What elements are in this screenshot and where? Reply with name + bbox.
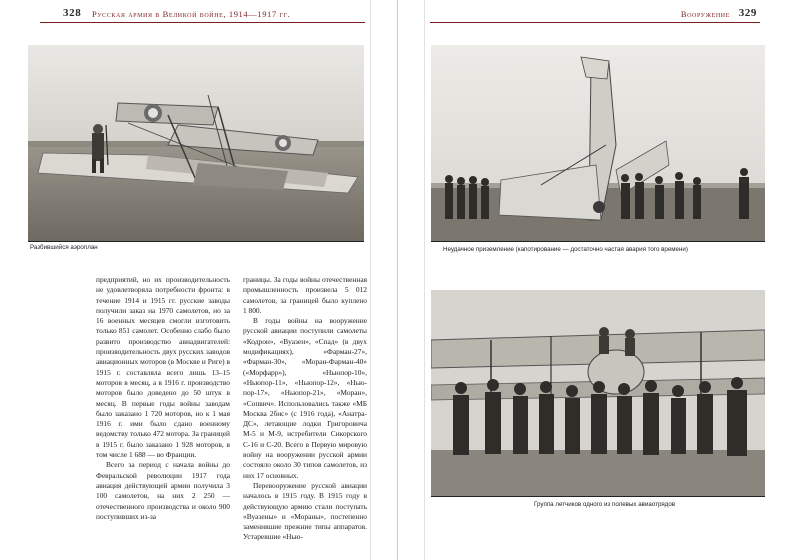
right-top-photo-caption: Неудачное приземление (капотирование — достаточно частая авария того времени): [443, 246, 688, 253]
column-2-paragraph-1: границы. За годы войны отечественная промышленность произвела 5 012 самолетов, за границей было куплено 1 800.: [243, 275, 367, 315]
right-page-edge: [424, 0, 425, 560]
column-2-paragraph-3: Перевооружение русской авиации началось в 1915 году. В 1915 году в действующую армию стали поступать «Вуазены» и «Мораны», постепенно заменившие прежние типы аппаратов. Устаревшие «Нью-: [243, 480, 367, 542]
right-bottom-photo-caption: Группа летчиков одного из полевых авиаотрядов: [534, 501, 676, 508]
left-page-edge: [370, 0, 371, 560]
nose-over-landing-photo: [431, 45, 765, 241]
column-1-paragraph-2: Всего за период с начала войны до Февральской революции 1917 года авиация действующей армии получила 3 100 самолетов, на них 2 250 — отечественного производства и около 900 поступивших из-за: [96, 460, 230, 521]
left-photo-caption: Разбившийся аэроплан: [30, 244, 98, 251]
book-gutter: [397, 0, 398, 560]
pilots-group-image: [431, 290, 765, 496]
right-page-number: 329: [736, 6, 760, 21]
left-page-column-1: [96, 275, 230, 522]
column-1-paragraph-1: предприятий, но их производительность не удовлетворяла потребности фронта: в течение 1914 и 1915 гг. русские заводы получили заказ на 1970 самолетов, но за 16 военных месяцев смогли изготовить только 851 самолет. Особенно слабо было развито производство авиадвигателей: производительность двух русских заводов авиационных моторов (в Москве и Риге) в 1915 г. составляла всего лишь 13–15 моторов в месяц, а в 1916 г. производство моторов было доведено до 50 штук в месяц. В первые годы войны заводам было заказано 1 720 моторов, но к 1 мая 1916 г. ими было сдано военному ведомству только 472 мотора. За границей в 1915 г. было заказано 1 928 моторов, в том числе 1 688 — во Франции.: [96, 275, 230, 460]
column-2-paragraph-2: В годы войны на вооружение русской авиации поступили самолеты «Кодрон», «Вуазен», «Спад» (в двух модификациях), «Фарман-27», «Фарман-30», «Моран-Фарман-40» («Морфарр»), «Ньюпор-10», «Ньюпор-11», «Ньюпор-12», «Ньюпор-17», «Ньюпор-21», «Моран», «Сопвич». Использовались также «МБ Москва 2бис» (с 1916 года), «Анатра-ДС», летающие лодки Григоровича М-5 и М-9, истребители Сикорского С-16 и С-20. Всего в Первую мировую войну на вооружении русской армии состояло около 30 типов самолетов, из них 17 основных.: [243, 316, 367, 480]
pilots-group-photo: [431, 290, 765, 496]
left-photo-caption-bar: [28, 241, 364, 242]
right-running-header: [430, 6, 760, 23]
crashed-aeroplane-photo: [28, 45, 364, 241]
left-page-column-2: [243, 275, 367, 543]
left-running-header: [40, 6, 365, 23]
right-running-title: Вооружение: [680, 9, 730, 19]
right-top-caption-bar: [431, 241, 765, 242]
nose-over-landing-image: [431, 45, 765, 241]
left-page-number: 328: [60, 6, 84, 21]
right-bottom-caption-bar: [431, 496, 765, 497]
crashed-aeroplane-image: [28, 45, 364, 241]
left-running-title: Русская армия в Великой войне, 1914—1917 гг.: [92, 9, 291, 19]
